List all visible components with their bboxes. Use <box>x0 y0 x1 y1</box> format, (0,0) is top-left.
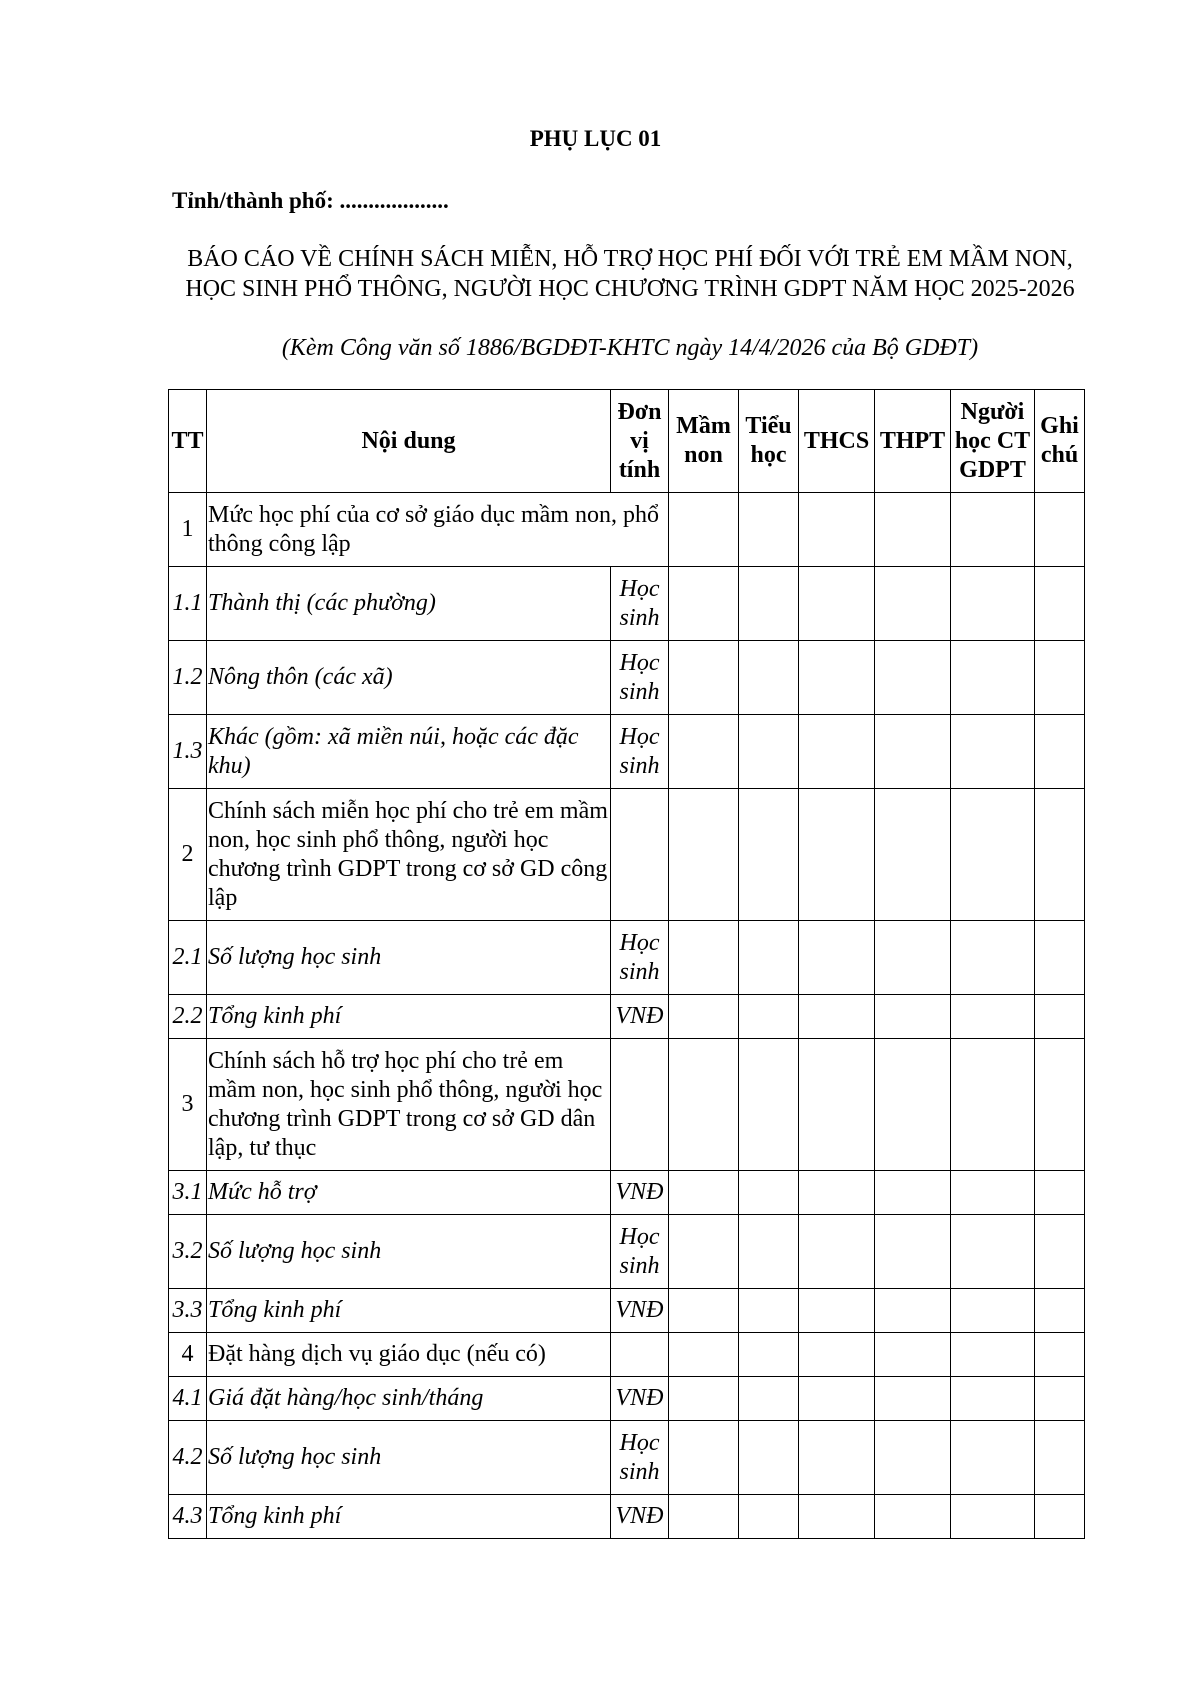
table-row <box>169 921 1085 995</box>
row-number: 4.3 <box>169 1495 207 1539</box>
cell-thcs[interactable] <box>799 789 875 921</box>
row-number: 1.1 <box>169 567 207 641</box>
table-row <box>169 1215 1085 1289</box>
cell-note[interactable] <box>1035 1333 1085 1377</box>
row-content: Số lượng học sinh <box>207 921 611 995</box>
row-content: Đặt hàng dịch vụ giáo dục (nếu có) <box>207 1333 611 1377</box>
cell-tieu-hoc[interactable] <box>739 1289 799 1333</box>
cell-tieu-hoc[interactable] <box>739 1333 799 1377</box>
cell-thcs[interactable] <box>799 1377 875 1421</box>
cell-note[interactable] <box>1035 1289 1085 1333</box>
row-content: Nông thôn (các xã) <box>207 641 611 715</box>
row-unit: VNĐ <box>611 1289 669 1333</box>
table-row <box>169 567 1085 641</box>
cell-thcs[interactable] <box>799 921 875 995</box>
cell-thpt[interactable] <box>875 1421 951 1495</box>
cell-thcs[interactable] <box>799 641 875 715</box>
header-tieu-hoc: Tiểu học <box>739 390 799 493</box>
table-row <box>169 1289 1085 1333</box>
row-number: 4.2 <box>169 1421 207 1495</box>
cell-thpt[interactable] <box>875 715 951 789</box>
table-row <box>169 1377 1085 1421</box>
row-number: 4 <box>169 1333 207 1377</box>
cell-thpt[interactable] <box>875 1039 951 1171</box>
row-number: 3.3 <box>169 1289 207 1333</box>
row-unit: Học sinh <box>611 567 669 641</box>
table-row <box>169 789 1085 921</box>
province-field: Tỉnh/thành phố: ................... <box>172 188 449 213</box>
cell-note[interactable] <box>1035 789 1085 921</box>
cell-thcs[interactable] <box>799 1289 875 1333</box>
row-number: 1 <box>169 493 207 567</box>
row-number: 2 <box>169 789 207 921</box>
header-content: Nội dung <box>207 390 611 493</box>
cell-thcs[interactable] <box>799 493 875 567</box>
row-number: 1.2 <box>169 641 207 715</box>
cell-note[interactable] <box>1035 641 1085 715</box>
row-content: Chính sách miễn học phí cho trẻ em mầm non, học sinh phổ thông, người học chương trình GDPT trong cơ sở GD công lập <box>207 789 611 921</box>
row-number: 4.1 <box>169 1377 207 1421</box>
cell-note[interactable] <box>1035 1039 1085 1171</box>
cell-gdpt[interactable] <box>951 921 1035 995</box>
cell-thpt[interactable] <box>875 1333 951 1377</box>
table-row <box>169 641 1085 715</box>
row-number: 2.2 <box>169 995 207 1039</box>
report-subtitle: (Kèm Công văn số 1886/BGDĐT-KHTC ngày 14/4/2026 của Bộ GDĐT) <box>281 335 979 361</box>
row-unit <box>611 789 669 921</box>
cell-gdpt[interactable] <box>951 1215 1035 1289</box>
cell-mam-non[interactable] <box>669 1421 739 1495</box>
row-content: Mức học phí của cơ sở giáo dục mầm non, phổ thông công lập <box>207 493 669 567</box>
cell-tieu-hoc[interactable] <box>739 641 799 715</box>
cell-mam-non[interactable] <box>669 1289 739 1333</box>
cell-thpt[interactable] <box>875 641 951 715</box>
cell-tieu-hoc[interactable] <box>739 567 799 641</box>
row-content: Khác (gồm: xã miền núi, hoặc các đặc khu) <box>207 715 611 789</box>
header-tt: TT <box>169 390 207 493</box>
cell-thpt[interactable] <box>875 1171 951 1215</box>
cell-gdpt[interactable] <box>951 1289 1035 1333</box>
cell-mam-non[interactable] <box>669 1377 739 1421</box>
cell-tieu-hoc[interactable] <box>739 493 799 567</box>
cell-tieu-hoc[interactable] <box>739 1495 799 1539</box>
cell-thpt[interactable] <box>875 1495 951 1539</box>
cell-note[interactable] <box>1035 1377 1085 1421</box>
row-unit: Học sinh <box>611 1421 669 1495</box>
cell-mam-non[interactable] <box>669 567 739 641</box>
row-unit: Học sinh <box>611 1215 669 1289</box>
cell-thcs[interactable] <box>799 567 875 641</box>
header-mam-non: Mầm non <box>669 390 739 493</box>
table-header-row <box>169 390 1085 493</box>
cell-thcs[interactable] <box>799 1171 875 1215</box>
table-row <box>169 715 1085 789</box>
cell-gdpt[interactable] <box>951 715 1035 789</box>
cell-thpt[interactable] <box>875 493 951 567</box>
cell-gdpt[interactable] <box>951 1039 1035 1171</box>
cell-tieu-hoc[interactable] <box>739 715 799 789</box>
cell-mam-non[interactable] <box>669 789 739 921</box>
cell-note[interactable] <box>1035 567 1085 641</box>
cell-gdpt[interactable] <box>951 1421 1035 1495</box>
cell-gdpt[interactable] <box>951 995 1035 1039</box>
cell-note[interactable] <box>1035 715 1085 789</box>
cell-mam-non[interactable] <box>669 1333 739 1377</box>
row-unit: Học sinh <box>611 715 669 789</box>
cell-note[interactable] <box>1035 493 1085 567</box>
appendix-title: PHỤ LỤC 01 <box>529 126 662 151</box>
cell-mam-non[interactable] <box>669 995 739 1039</box>
cell-mam-non[interactable] <box>669 921 739 995</box>
cell-mam-non[interactable] <box>669 1215 739 1289</box>
cell-note[interactable] <box>1035 921 1085 995</box>
table-body <box>169 493 1085 1539</box>
cell-thcs[interactable] <box>799 715 875 789</box>
cell-mam-non[interactable] <box>669 493 739 567</box>
cell-thpt[interactable] <box>875 921 951 995</box>
header-unit: Đơn vị tính <box>611 390 669 493</box>
row-number: 2.1 <box>169 921 207 995</box>
cell-mam-non[interactable] <box>669 641 739 715</box>
row-unit: Học sinh <box>611 641 669 715</box>
row-number: 3.1 <box>169 1171 207 1215</box>
cell-gdpt[interactable] <box>951 1171 1035 1215</box>
row-number: 3 <box>169 1039 207 1171</box>
tuition-report-table <box>168 389 1085 1539</box>
cell-note[interactable] <box>1035 1171 1085 1215</box>
cell-note[interactable] <box>1035 1495 1085 1539</box>
header-note: Ghi chú <box>1035 390 1085 493</box>
cell-thpt[interactable] <box>875 567 951 641</box>
cell-gdpt[interactable] <box>951 789 1035 921</box>
table-row <box>169 1039 1085 1171</box>
row-content: Giá đặt hàng/học sinh/tháng <box>207 1377 611 1421</box>
cell-tieu-hoc[interactable] <box>739 1377 799 1421</box>
row-number: 1.3 <box>169 715 207 789</box>
cell-gdpt[interactable] <box>951 641 1035 715</box>
table-row <box>169 1333 1085 1377</box>
table-row <box>169 995 1085 1039</box>
row-unit <box>611 1333 669 1377</box>
cell-gdpt[interactable] <box>951 567 1035 641</box>
row-content: Số lượng học sinh <box>207 1421 611 1495</box>
cell-tieu-hoc[interactable] <box>739 1039 799 1171</box>
table-row <box>169 1171 1085 1215</box>
cell-gdpt[interactable] <box>951 493 1035 567</box>
cell-gdpt[interactable] <box>951 1333 1035 1377</box>
row-number: 3.2 <box>169 1215 207 1289</box>
cell-thcs[interactable] <box>799 1215 875 1289</box>
row-unit <box>611 1039 669 1171</box>
cell-tieu-hoc[interactable] <box>739 1171 799 1215</box>
cell-gdpt[interactable] <box>951 1377 1035 1421</box>
cell-thpt[interactable] <box>875 1289 951 1333</box>
row-unit: VNĐ <box>611 995 669 1039</box>
cell-tieu-hoc[interactable] <box>739 995 799 1039</box>
cell-thcs[interactable] <box>799 1495 875 1539</box>
cell-thcs[interactable] <box>799 1421 875 1495</box>
row-content: Mức hỗ trợ <box>207 1171 611 1215</box>
cell-mam-non[interactable] <box>669 1495 739 1539</box>
cell-tieu-hoc[interactable] <box>739 921 799 995</box>
cell-note[interactable] <box>1035 995 1085 1039</box>
cell-thcs[interactable] <box>799 1039 875 1171</box>
cell-thcs[interactable] <box>799 995 875 1039</box>
cell-thpt[interactable] <box>875 1377 951 1421</box>
header-thcs: THCS <box>799 390 875 493</box>
row-content: Chính sách hỗ trợ học phí cho trẻ em mầm non, học sinh phổ thông, người học chương trình GDPT trong cơ sở GD dân lập, tư thục <box>207 1039 611 1171</box>
cell-thcs[interactable] <box>799 1333 875 1377</box>
cell-thpt[interactable] <box>875 789 951 921</box>
cell-thpt[interactable] <box>875 1215 951 1289</box>
row-unit: VNĐ <box>611 1377 669 1421</box>
cell-mam-non[interactable] <box>669 1039 739 1171</box>
cell-thpt[interactable] <box>875 995 951 1039</box>
cell-tieu-hoc[interactable] <box>739 1215 799 1289</box>
row-unit: Học sinh <box>611 921 669 995</box>
report-title: BÁO CÁO VỀ CHÍNH SÁCH MIỄN, HỖ TRỢ HỌC PHÍ ĐỐI VỚI TRẺ EM MẦM NON, HỌC SINH PHỔ THÔNG, NGƯỜI HỌC CHƯƠNG TRÌNH GDPT NĂM HỌC 2025-2026 <box>185 246 1075 302</box>
cell-gdpt[interactable] <box>951 1495 1035 1539</box>
row-content: Số lượng học sinh <box>207 1215 611 1289</box>
row-content: Tổng kinh phí <box>207 1495 611 1539</box>
cell-tieu-hoc[interactable] <box>739 1421 799 1495</box>
table-row <box>169 1421 1085 1495</box>
cell-tieu-hoc[interactable] <box>739 789 799 921</box>
cell-note[interactable] <box>1035 1215 1085 1289</box>
row-content: Tổng kinh phí <box>207 1289 611 1333</box>
row-unit: VNĐ <box>611 1495 669 1539</box>
table-row <box>169 493 1085 567</box>
header-gdpt: Người học CT GDPT <box>951 390 1035 493</box>
table-row <box>169 1495 1085 1539</box>
cell-mam-non[interactable] <box>669 715 739 789</box>
row-content: Thành thị (các phường) <box>207 567 611 641</box>
header-thpt: THPT <box>875 390 951 493</box>
row-content: Tổng kinh phí <box>207 995 611 1039</box>
row-unit: VNĐ <box>611 1171 669 1215</box>
cell-mam-non[interactable] <box>669 1171 739 1215</box>
cell-note[interactable] <box>1035 1421 1085 1495</box>
